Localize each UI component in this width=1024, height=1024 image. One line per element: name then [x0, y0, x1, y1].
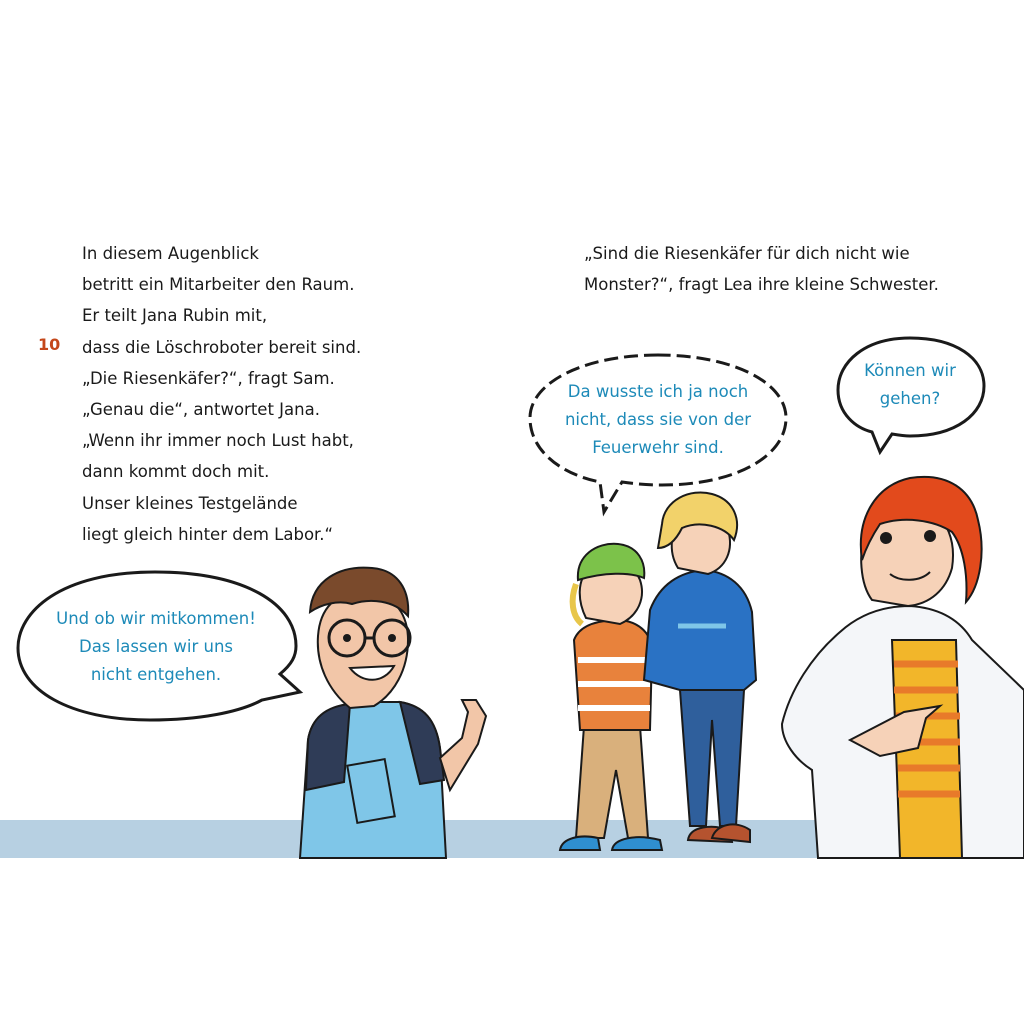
bubble-line: Das lassen wir uns	[78, 637, 234, 656]
bubble-line: Feuerwehr sind.	[592, 438, 724, 457]
character-lea	[644, 492, 756, 842]
line-number: 10	[38, 335, 61, 354]
bubble-text-sam	[36, 605, 276, 689]
text-line: Unser kleines Testgelände	[82, 493, 298, 513]
story-text-right	[584, 238, 939, 300]
text-line: In diesem Augenblick	[82, 244, 259, 263]
bubble-line: gehen?	[879, 389, 941, 408]
text-line: „Sind die Riesenkäfer für dich nicht wie	[584, 244, 910, 263]
bubble-line: Können wir	[864, 361, 956, 380]
bubble-line: Da wusste ich ja noch	[567, 382, 749, 401]
text-line: betritt ein Mitarbeiter den Raum.	[82, 275, 355, 295]
text-line: Er teilt Jana Rubin mit,	[82, 306, 268, 326]
character-jana	[782, 477, 1024, 858]
text-line: liegt gleich hinter dem Labor.“	[82, 524, 334, 544]
text-line: dann kommt doch mit.	[82, 462, 270, 482]
bubble-line: Und ob wir mitkommen!	[56, 609, 256, 628]
text-line: „Die Riesenkäfer?“, fragt Sam.	[82, 368, 335, 388]
character-sam	[300, 568, 486, 858]
text-line: Monster?“, fragt Lea ihre kleine Schwester.	[584, 275, 939, 295]
bubble-text-jana	[842, 357, 978, 413]
text-line: „Wenn ihr immer noch Lust habt,	[82, 431, 354, 451]
text-line: dass die Löschroboter bereit sind.	[82, 337, 362, 357]
bubble-line: nicht, dass sie von der	[564, 410, 752, 429]
bubble-text-thought	[536, 378, 780, 462]
bubble-line: nicht entgehen.	[90, 665, 222, 684]
character-sister	[560, 544, 662, 850]
text-line: „Genau die“, antwortet Jana.	[82, 400, 320, 420]
story-text-left	[82, 238, 361, 550]
